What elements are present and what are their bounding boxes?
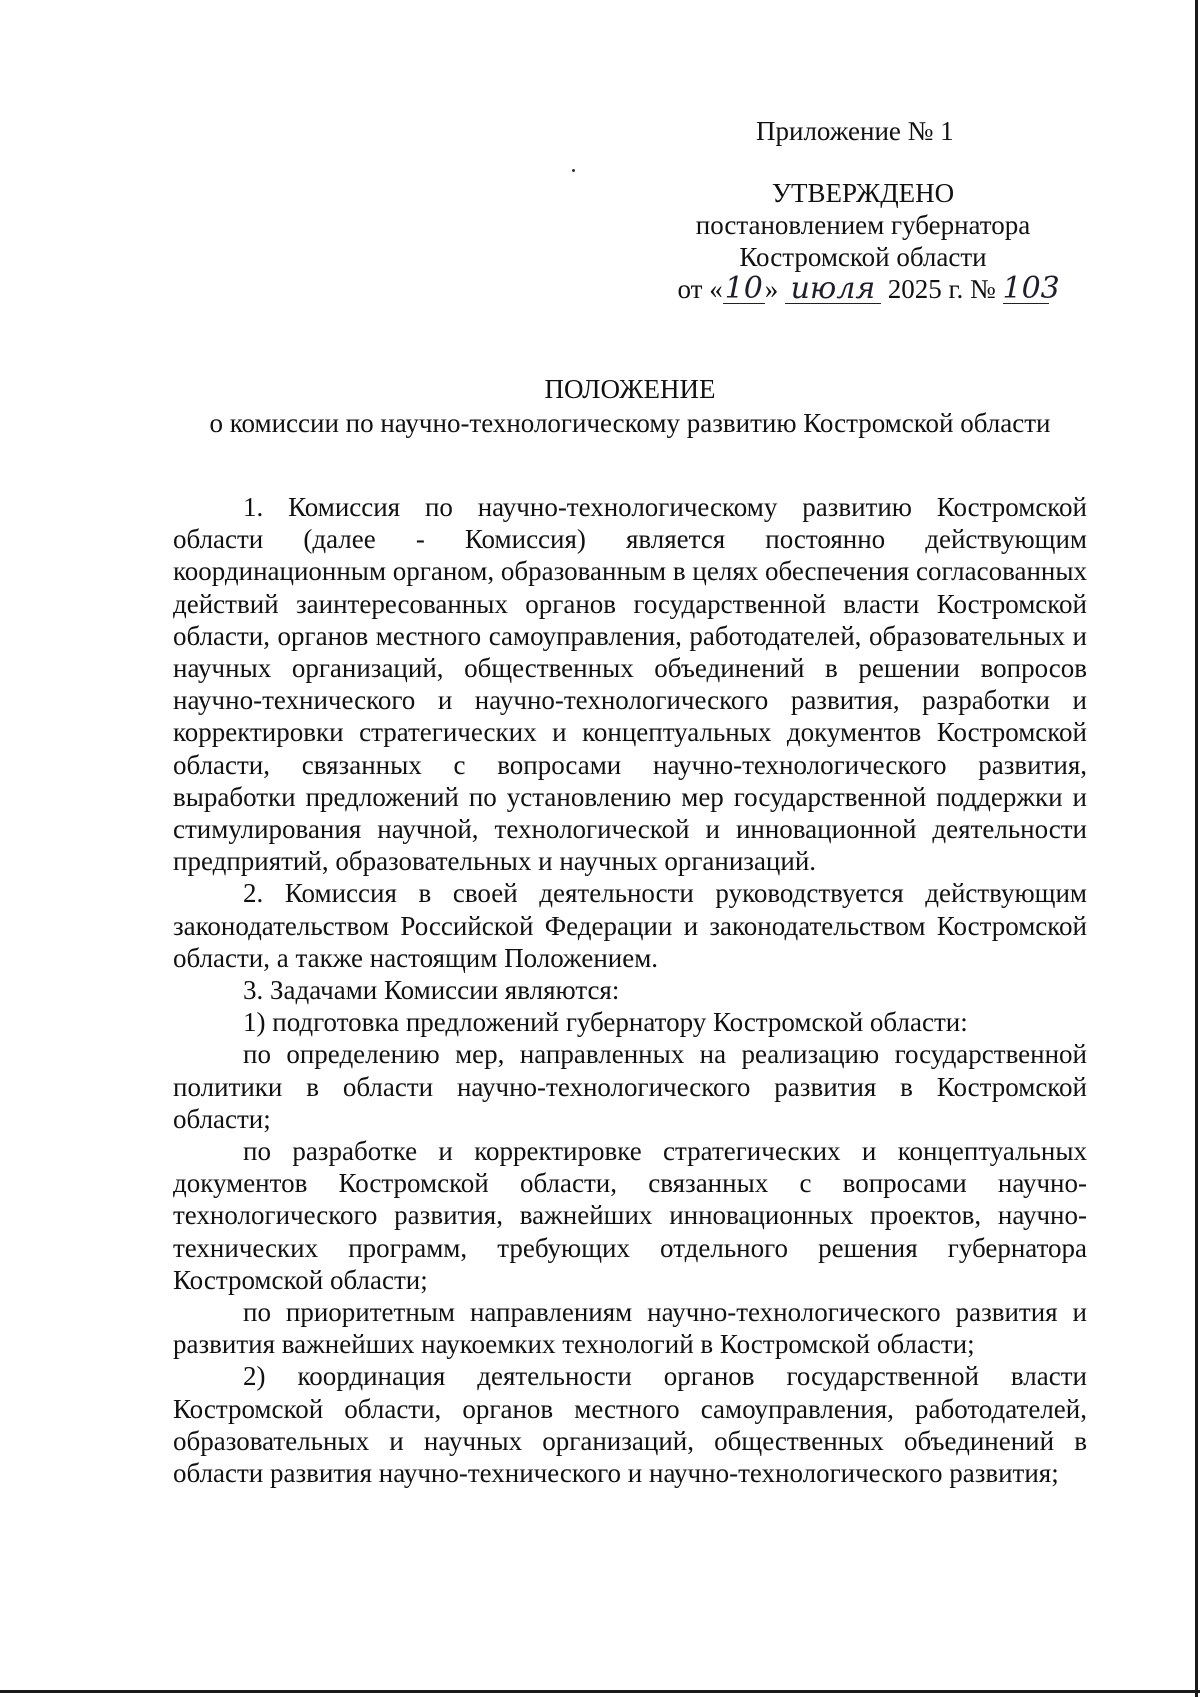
approved-by-line1: постановлением губернатора: [695, 210, 1031, 240]
approval-block: [668, 177, 1058, 305]
approved-stamp-text: УТВЕРЖДЕНО: [771, 178, 955, 208]
paragraph-3: 3. Задачами Комиссии являются:: [243, 975, 620, 1006]
scan-edge-right: [1195, 0, 1198, 1697]
date-year: 2025 г. №: [887, 274, 996, 304]
paragraph-3-1-c: по приоритетным направлениям научно-технологического развития и развития важнейших наукоемких технологий в Костромской области;: [173, 1297, 1087, 1360]
date-prefix: от «: [677, 274, 723, 304]
paragraph-3-1-b: по разработке и корректировке стратегических и концептуальных документов Костромской области, связанных с вопросами научно-технологического развития, важнейших инновационных проектов, научно-технических программ, требующих отдельного решения губернатора Костромской области;: [173, 1136, 1087, 1295]
scan-speck: [572, 169, 575, 172]
scan-edge-bottom: [0, 1690, 1200, 1693]
paragraph-1: 1. Комиссия по научно-технологическому развитию Костромской области (далее - Комиссия) является постоянно действующим координационным органом, образованным в целях обеспечения согласованных действий заинтересованных органов государственной власти Костромской области, органов местного самоуправления, работодателей, образовательных и научных организаций, общественных объединений в решении вопросов научно-технического и научно-технологического развития, разработки и корректировки стратегических и концептуальных документов Костромской области, связанных с вопросами научно-технологического развития, выработки предложений по установлению мер государственной поддержки и стимулирования научной, технологической и инновационной деятельности предприятий, образовательных и научных организаций.: [173, 492, 1087, 877]
handwritten-doc-number: 103: [1002, 271, 1060, 306]
handwritten-month: июля: [785, 275, 881, 304]
paragraph-3-1-a: по определению мер, направленных на реализацию государственной политики в области научно-технологического развития в Костромской области;: [173, 1039, 1087, 1134]
approval-date-line: [668, 273, 1058, 305]
document-subtitle: о комиссии по научно-технологическому развитию Костромской области: [209, 408, 1051, 438]
date-mid: »: [764, 274, 779, 304]
document-body: [173, 491, 1087, 1489]
document-title: ПОЛОЖЕНИЕ: [544, 374, 716, 404]
appendix-label: Приложение № 1: [756, 116, 954, 146]
paragraph-3-1: 1) подготовка предложений губернатору Костромской области:: [243, 1007, 968, 1038]
document-heading: [150, 372, 1110, 440]
paragraph-3-2: 2) координация деятельности органов государственной власти Костромской области, органов местного самоуправления, работодателей, образовательных и научных организаций, общественных объединений в области развития научно-технического и научно-технологического развития;: [173, 1361, 1087, 1489]
handwritten-day: 10: [724, 271, 763, 306]
approved-by-line2: Костромской области: [739, 242, 987, 272]
paragraph-2: 2. Комиссия в своей деятельности руководствуется действующим законодательством Российской Федерации и законодательством Костромской области, а также настоящим Положением.: [173, 878, 1087, 973]
